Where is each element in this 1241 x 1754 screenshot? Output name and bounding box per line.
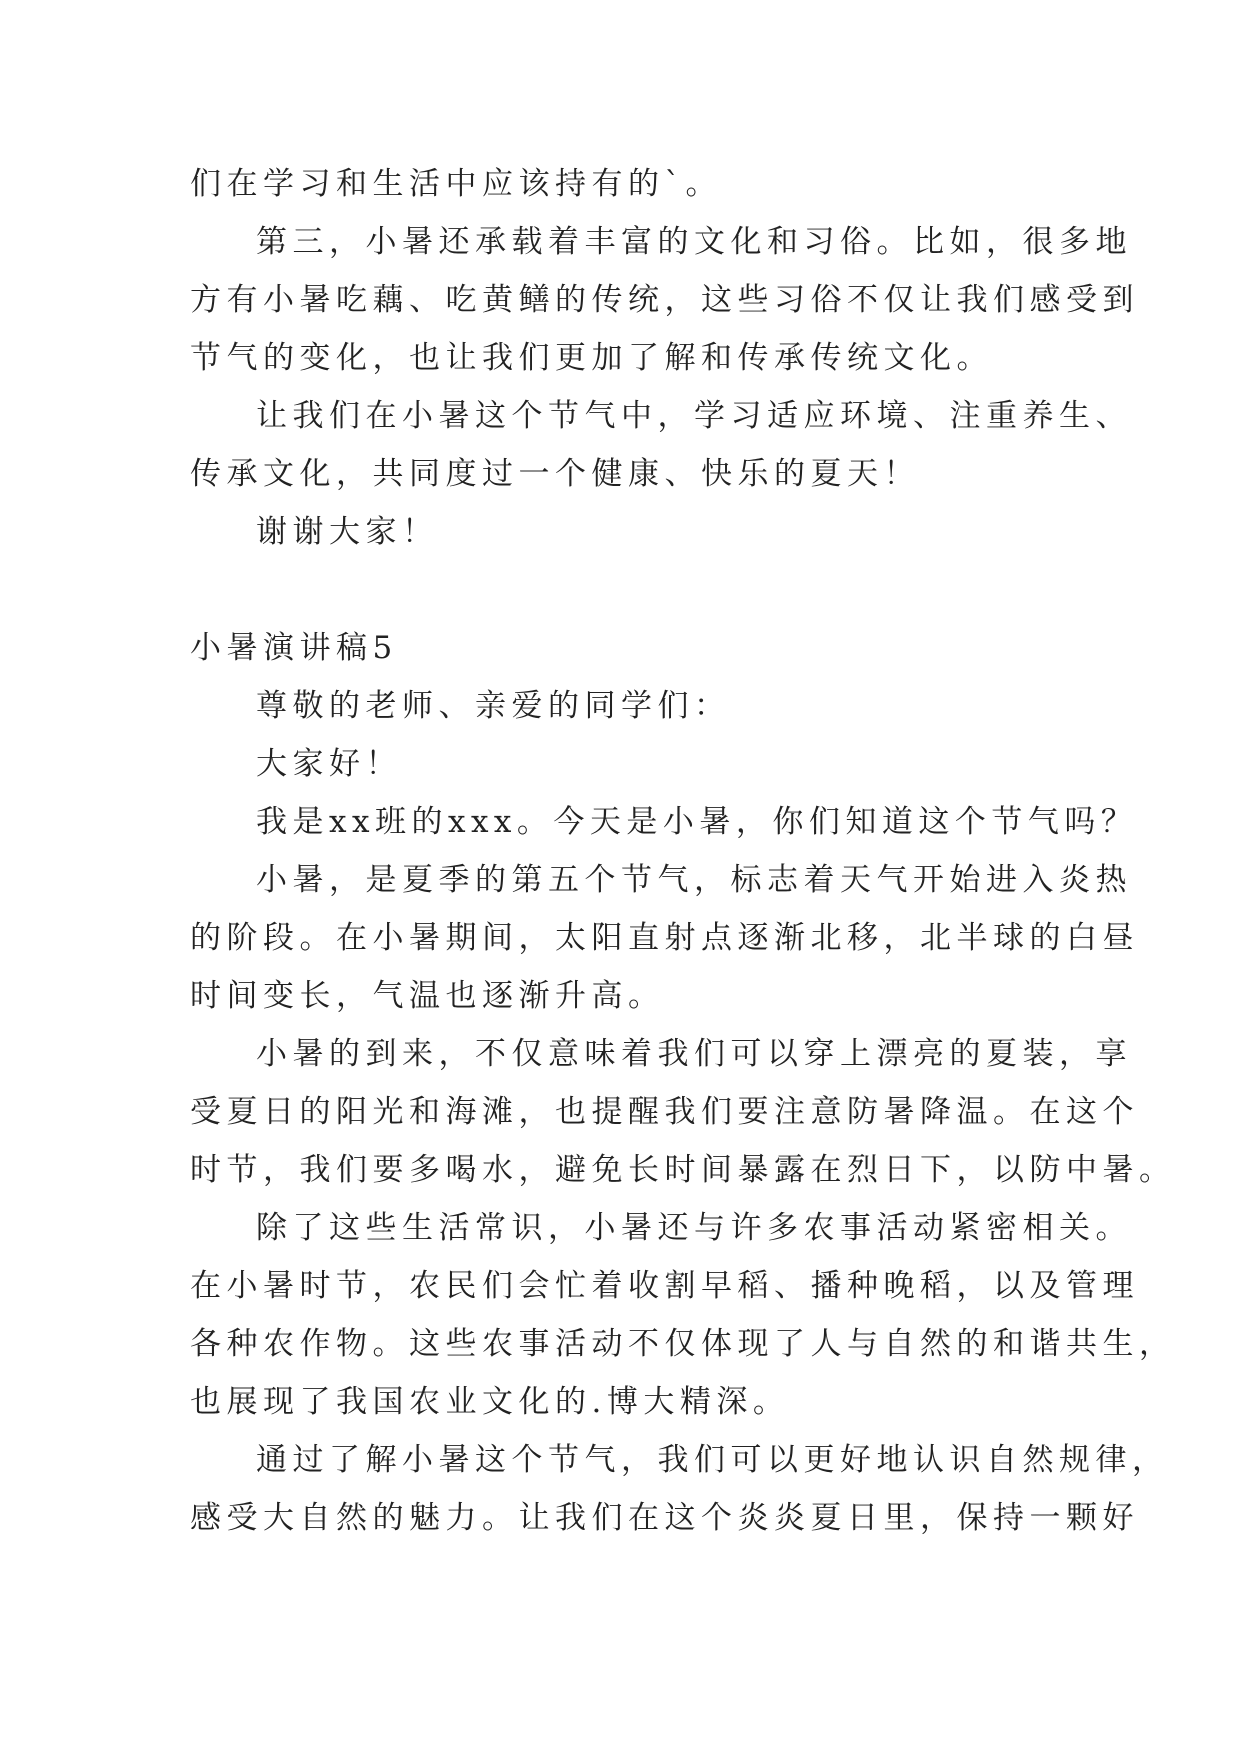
text-line: 节气的变化，也让我们更加了解和传承传统文化。: [190, 340, 993, 376]
text-line: 尊敬的老师、亲爱的同学们：: [256, 688, 731, 724]
text-line: 在小暑时节，农民们会忙着收割早稻、播种晚稻，以及管理: [190, 1268, 1139, 1304]
text-line: 也展现了我国农业文化的.博大精深。: [190, 1384, 790, 1420]
text-line: 们在学习和生活中应该持有的`。: [190, 166, 722, 202]
text-line: 第三，小暑还承载着丰富的文化和习俗。比如，很多地: [256, 224, 1132, 260]
text-line: 传承文化，共同度过一个健康、快乐的夏天！: [190, 456, 920, 492]
section-title: 小暑演讲稿5: [190, 630, 398, 666]
text-line: 大家好！: [256, 746, 402, 782]
text-line: 小暑的到来，不仅意味着我们可以穿上漂亮的夏装，享: [256, 1036, 1132, 1072]
text-line: 的阶段。在小暑期间，太阳直射点逐渐北移，北半球的白昼: [190, 920, 1139, 956]
text-line: 各种农作物。这些农事活动不仅体现了人与自然的和谐共生，: [190, 1326, 1176, 1362]
text-line: 时间变长，气温也逐渐升高。: [190, 978, 665, 1014]
text-line: 通过了解小暑这个节气，我们可以更好地认识自然规律，: [256, 1442, 1169, 1478]
text-line: 谢谢大家！: [256, 514, 439, 550]
text-line: 我是xx班的xxx。今天是小暑，你们知道这个节气吗？: [256, 804, 1138, 840]
text-line: 受夏日的阳光和海滩，也提醒我们要注意防暑降温。在这个: [190, 1094, 1139, 1130]
text-line: 让我们在小暑这个节气中，学习适应环境、注重养生、: [256, 398, 1132, 434]
text-line: 小暑，是夏季的第五个节气，标志着天气开始进入炎热: [256, 862, 1132, 898]
text-line: 时节，我们要多喝水，避免长时间暴露在烈日下，以防中暑。: [190, 1152, 1176, 1188]
text-line: 除了这些生活常识，小暑还与许多农事活动紧密相关。: [256, 1210, 1132, 1246]
text-line: 感受大自然的魅力。让我们在这个炎炎夏日里，保持一颗好: [190, 1500, 1139, 1536]
text-line: 方有小暑吃藕、吃黄鳝的传统，这些习俗不仅让我们感受到: [190, 282, 1139, 318]
